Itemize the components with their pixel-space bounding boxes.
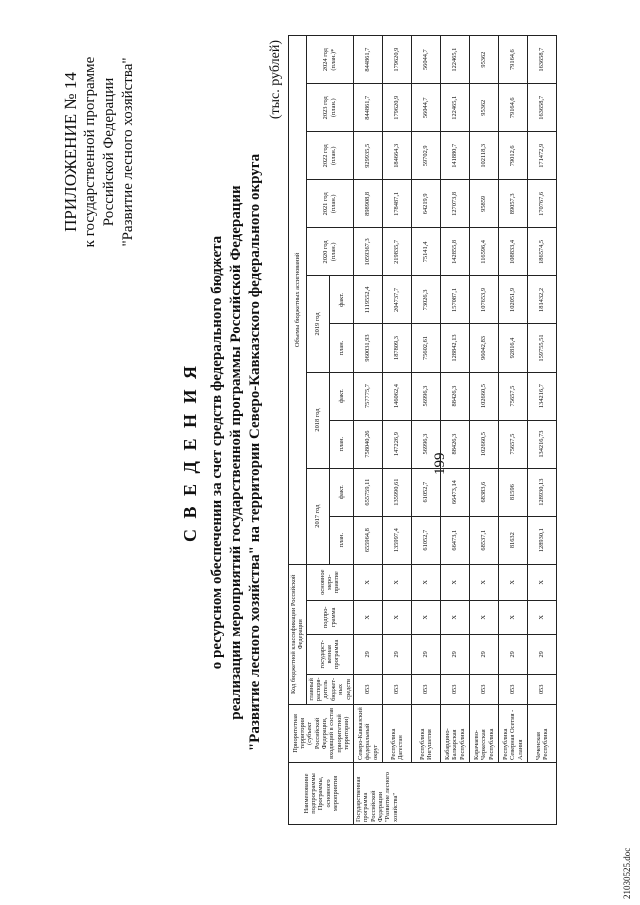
region-cell: Республика Ингушетия <box>411 704 440 762</box>
header-fact: факт. <box>330 468 354 516</box>
code-program-cell: 29 <box>382 634 411 674</box>
header-2023: 2023 год (план.) <box>306 84 353 132</box>
table-row <box>527 36 556 825</box>
value-cell: 64219,9 <box>411 180 440 228</box>
code-event-cell: Х <box>411 564 440 600</box>
appendix-block <box>60 22 138 282</box>
header-code-program: государст-венная программа <box>306 634 353 674</box>
header-2017: 2017 год <box>306 468 330 564</box>
appendix-line: к государственной программе <box>82 56 99 248</box>
value-cell: 1059367,3 <box>353 228 382 276</box>
header-code-event: основное меро-приятие <box>306 564 353 600</box>
value-cell: 181432,2 <box>527 276 556 324</box>
code-program-cell: 29 <box>411 634 440 674</box>
value-cell: 75602,61 <box>411 324 440 372</box>
value-cell: 204737,7 <box>382 276 411 324</box>
value-cell: 75657,5 <box>498 372 527 420</box>
value-cell: 186574,5 <box>527 228 556 276</box>
value-cell: 75657,5 <box>498 420 527 468</box>
value-cell: 178487,1 <box>382 180 411 228</box>
value-cell: 56996,3 <box>411 372 440 420</box>
table-body <box>353 36 556 825</box>
value-cell: 898908,8 <box>353 180 382 228</box>
value-cell: 163658,7 <box>527 84 556 132</box>
value-cell: 142855,8 <box>440 228 469 276</box>
value-cell: 59702,9 <box>411 132 440 180</box>
value-cell: 92816,4 <box>498 324 527 372</box>
value-cell: 68537,1 <box>469 516 498 564</box>
code-main-cell: 053 <box>527 674 556 704</box>
header-name: Наименование подпрограммы Программы, основного мероприятия <box>289 762 354 824</box>
value-cell: 128930,1 <box>527 516 556 564</box>
header-fact: факт. <box>330 276 354 324</box>
value-cell: 157087,1 <box>440 276 469 324</box>
appendix-title: ПРИЛОЖЕНИЕ № 14 <box>61 72 80 232</box>
value-cell: 146062,4 <box>382 372 411 420</box>
code-sub-cell: Х <box>440 600 469 634</box>
document-subtitle <box>208 0 266 905</box>
value-cell: 89057,3 <box>498 180 527 228</box>
code-sub-cell: Х <box>382 600 411 634</box>
value-cell: 1119552,4 <box>353 276 382 324</box>
header-code-group: Код бюджетной классификации Российской Федерации <box>289 564 307 704</box>
region-cell: Республика Северная Осетия - Алания <box>498 704 527 762</box>
value-cell: 655759,11 <box>353 468 382 516</box>
code-event-cell: Х <box>498 564 527 600</box>
value-cell: 61052,7 <box>411 516 440 564</box>
table-row <box>469 36 498 825</box>
program-name-cell: Государственная программа Российской Федерации "Развитие лесного хозяйства" <box>353 762 556 824</box>
code-sub-cell: Х <box>411 600 440 634</box>
value-cell: 88426,3 <box>440 372 469 420</box>
region-cell: Чеченская Республика <box>527 704 556 762</box>
value-cell: 147226,9 <box>382 420 411 468</box>
value-cell: 66473,14 <box>440 468 469 516</box>
value-cell: 75141,4 <box>411 228 440 276</box>
table-row <box>353 36 382 825</box>
region-cell: Карачаево-Черкесская Республика <box>469 704 498 762</box>
document-heading: С В Е Д Е Н И Я <box>180 363 200 542</box>
code-main-cell: 053 <box>440 674 469 704</box>
subtitle-line: реализации мероприятий государственной программы Российской Федерации <box>228 185 245 720</box>
value-cell: 757775,7 <box>353 372 382 420</box>
code-program-cell: 29 <box>469 634 498 674</box>
header-code-sub: подпро-грамма <box>306 600 353 634</box>
code-sub-cell: Х <box>527 600 556 634</box>
code-main-cell: 053 <box>498 674 527 704</box>
header-volumes: Объемы бюджетных ассигнований <box>289 36 307 565</box>
value-cell: 66473,1 <box>440 516 469 564</box>
value-cell: 79012,6 <box>498 132 527 180</box>
value-cell: 81596 <box>498 468 527 516</box>
value-cell: 102118,3 <box>469 132 498 180</box>
value-cell: 128930,13 <box>527 468 556 516</box>
header-2019: 2019 год <box>306 276 330 372</box>
value-cell: 95362 <box>469 36 498 84</box>
header-2024: 2024 год (план.)* <box>306 36 353 84</box>
header-plan: план. <box>330 420 354 468</box>
value-cell: 127073,8 <box>440 180 469 228</box>
header-plan: план. <box>330 324 354 372</box>
value-cell: 122465,1 <box>440 84 469 132</box>
table-row <box>498 36 527 825</box>
value-cell: 134216,73 <box>527 420 556 468</box>
value-cell: 184664,3 <box>382 132 411 180</box>
code-program-cell: 29 <box>498 634 527 674</box>
header-2022: 2022 год (план.) <box>306 132 353 180</box>
value-cell: 68383,6 <box>469 468 498 516</box>
value-cell: 102051,9 <box>498 276 527 324</box>
code-sub-cell: Х <box>498 600 527 634</box>
value-cell: 960031,93 <box>353 324 382 372</box>
unit-label: (тыс. рублей) <box>268 40 283 120</box>
header-2021: 2021 год (план.) <box>306 180 353 228</box>
value-cell: 179620,9 <box>382 36 411 84</box>
code-program-cell: 29 <box>527 634 556 674</box>
value-cell: 929935,5 <box>353 132 382 180</box>
header-plan: план. <box>330 516 354 564</box>
value-cell: 96042,83 <box>469 324 498 372</box>
value-cell: 102660,5 <box>469 420 498 468</box>
code-sub-cell: Х <box>469 600 498 634</box>
code-sub-cell: Х <box>353 600 382 634</box>
value-cell: 56044,7 <box>411 84 440 132</box>
region-cell: Республика Дагестан <box>382 704 411 762</box>
region-cell: Кабардино-Балкарская Республика <box>440 704 469 762</box>
value-cell: 56996,3 <box>411 420 440 468</box>
code-event-cell: Х <box>527 564 556 600</box>
table-row <box>411 36 440 825</box>
value-cell: 844861,7 <box>353 84 382 132</box>
value-cell: 108833,4 <box>498 228 527 276</box>
value-cell: 171472,9 <box>527 132 556 180</box>
value-cell: 81632 <box>498 516 527 564</box>
value-cell: 116596,4 <box>469 228 498 276</box>
value-cell: 102660,5 <box>469 372 498 420</box>
header-territory: Приоритетная территория (субъект Российской Федерации, входящий в состав приоритетной территории) <box>289 704 354 762</box>
code-main-cell: 053 <box>353 674 382 704</box>
subtitle-line: "Развитие лесного хозяйства" на территории Северо-Кавказского федерального округа <box>247 153 264 752</box>
code-event-cell: Х <box>382 564 411 600</box>
table-row <box>382 36 411 825</box>
value-cell: 122465,1 <box>440 36 469 84</box>
value-cell: 56044,7 <box>411 36 440 84</box>
value-cell: 163658,7 <box>527 36 556 84</box>
budget-table <box>288 35 557 825</box>
code-program-cell: 29 <box>353 634 382 674</box>
page-number: 199 <box>432 452 448 475</box>
code-main-cell: 053 <box>411 674 440 704</box>
value-cell: 135997,4 <box>382 516 411 564</box>
value-cell: 187809,3 <box>382 324 411 372</box>
value-cell: 159755,51 <box>527 324 556 372</box>
value-cell: 79164,6 <box>498 36 527 84</box>
document-id: 21030525.doc <box>622 847 632 899</box>
value-cell: 79164,6 <box>498 84 527 132</box>
region-cell: Северо-Кавказский федеральный округ <box>353 704 382 762</box>
value-cell: 95859 <box>469 180 498 228</box>
value-cell: 844861,7 <box>353 36 382 84</box>
value-cell: 179620,9 <box>382 84 411 132</box>
code-main-cell: 053 <box>469 674 498 704</box>
header-2018: 2018 год <box>306 372 330 468</box>
value-cell: 95362 <box>469 84 498 132</box>
value-cell: 73026,3 <box>411 276 440 324</box>
table-row <box>440 36 469 825</box>
code-main-cell: 053 <box>382 674 411 704</box>
value-cell: 170767,6 <box>527 180 556 228</box>
value-cell: 655964,8 <box>353 516 382 564</box>
value-cell: 134216,7 <box>527 372 556 420</box>
header-2020: 2020 год (план.) <box>306 228 353 276</box>
value-cell: 135990,61 <box>382 468 411 516</box>
subtitle-line: о ресурсном обеспечении за счет средств федерального бюджета <box>209 235 225 670</box>
header-fact: факт. <box>330 372 354 420</box>
value-cell: 88426,3 <box>440 420 469 468</box>
value-cell: 128842,13 <box>440 324 469 372</box>
value-cell: 61052,7 <box>411 468 440 516</box>
appendix-line: Российской Федерации <box>101 77 117 227</box>
value-cell: 219835,7 <box>382 228 411 276</box>
code-event-cell: Х <box>469 564 498 600</box>
code-event-cell: Х <box>440 564 469 600</box>
appendix-line: "Развитие лесного хозяйства" <box>119 57 136 247</box>
code-event-cell: Х <box>353 564 382 600</box>
value-cell: 758040,26 <box>353 420 382 468</box>
header-code-main: главный распоря-дитель бюджет-ных средств <box>306 674 353 704</box>
code-program-cell: 29 <box>440 634 469 674</box>
value-cell: 141880,7 <box>440 132 469 180</box>
value-cell: 107653,9 <box>469 276 498 324</box>
